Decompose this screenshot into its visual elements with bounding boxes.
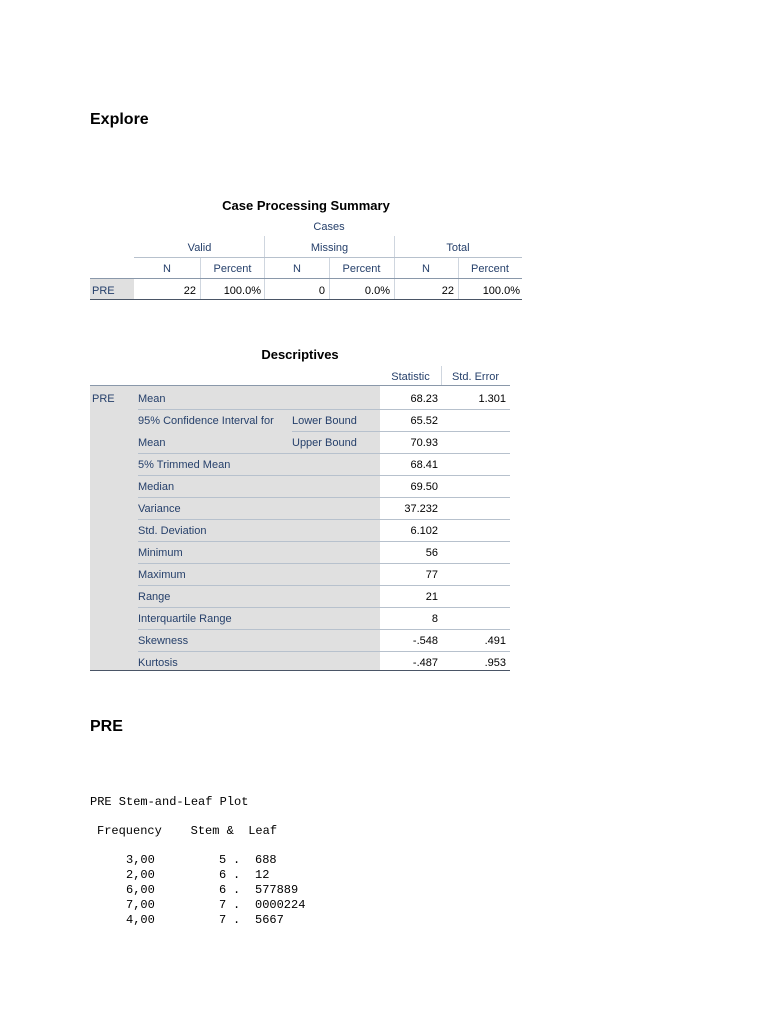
descriptives-statistic: 77 <box>425 569 438 581</box>
descriptives-statistic: 65.52 <box>410 415 438 427</box>
stem-leaf-frequency: 3,00 <box>126 853 155 867</box>
descriptives-row-divider <box>138 453 510 454</box>
missing-header: Missing <box>310 242 349 254</box>
stem-leaf-leaf: 688 <box>255 853 277 867</box>
stem-leaf-leaf: 0000224 <box>255 898 306 912</box>
total-header: Total <box>446 242 470 254</box>
stem-leaf-stem: 5 <box>219 853 227 867</box>
missing-n-header: N <box>293 263 301 275</box>
descriptives-row-label: Kurtosis <box>138 657 178 669</box>
descriptives-row-divider <box>138 541 510 542</box>
ci-sub-divider <box>292 431 510 432</box>
stem-leaf-frequency: 2,00 <box>126 868 155 882</box>
stem-leaf-leaf: 5667 <box>255 913 284 927</box>
descriptives-row-label: Median <box>138 481 175 493</box>
stem-leaf-frequency: 4,00 <box>126 913 155 927</box>
descriptives-row-label: Skewness <box>138 635 189 647</box>
stem-leaf-separator: . <box>233 913 241 927</box>
stem-leaf-frequency: 7,00 <box>126 898 155 912</box>
valid-n-header: N <box>163 263 171 275</box>
descriptives-row-label: Std. Deviation <box>138 525 207 537</box>
descriptives-statistic: 8 <box>431 613 438 625</box>
std-error-header: Std. Error <box>451 371 500 383</box>
descriptives-row-label: 5% Trimmed Mean <box>138 459 231 471</box>
descriptives-row-divider <box>138 651 510 652</box>
descriptives-row-divider <box>138 519 510 520</box>
descriptives-row-sublabel: Lower Bound <box>292 415 357 427</box>
descriptives-statistic: 69.50 <box>410 481 438 493</box>
total-n-value: 22 <box>441 285 454 297</box>
stem-leaf-separator: . <box>233 883 241 897</box>
valid-percent-value: 100.0% <box>223 285 261 297</box>
descriptives-row-divider <box>138 629 510 630</box>
descriptives-row-label: Minimum <box>138 547 183 559</box>
descriptives-row-sublabel: Upper Bound <box>292 437 357 449</box>
descriptives-statistic: -.487 <box>412 657 438 669</box>
descriptives-row-divider <box>138 607 510 608</box>
descriptives-var-label: PRE <box>92 393 115 405</box>
descriptives-row-label: Mean <box>138 393 166 405</box>
descriptives-row-divider <box>138 409 510 410</box>
stem-leaf-stem: 7 <box>219 913 227 927</box>
stem-leaf-title: PRE Stem-and-Leaf Plot <box>90 795 249 809</box>
case-summary-title: Case Processing Summary <box>222 198 390 213</box>
descriptives-std-error: .953 <box>484 657 506 669</box>
stem-leaf-header: Frequency Stem & Leaf <box>97 824 278 838</box>
descriptives-statistic: 21 <box>425 591 438 603</box>
explore-heading: Explore <box>90 111 149 128</box>
stem-leaf-separator: . <box>233 868 241 882</box>
statistic-header: Statistic <box>391 371 430 383</box>
total-n-header: N <box>422 263 430 275</box>
descriptives-statistic: 68.23 <box>410 393 438 405</box>
descriptives-row-divider <box>138 563 510 564</box>
stem-leaf-leaf: 577889 <box>255 883 299 897</box>
descriptives-row-label: Variance <box>138 503 181 515</box>
missing-percent-value: 0.0% <box>364 285 390 297</box>
descriptives-std-error: .491 <box>484 635 506 647</box>
descriptives-std-error: 1.301 <box>478 393 506 405</box>
stem-leaf-stem: 6 <box>219 868 227 882</box>
valid-n-value: 22 <box>183 285 196 297</box>
descriptives-title: Descriptives <box>261 347 339 362</box>
stem-leaf-stem: 7 <box>219 898 227 912</box>
descriptives-statistic: 68.41 <box>410 459 438 471</box>
valid-header: Valid <box>187 242 212 254</box>
stem-leaf-leaf: 12 <box>255 868 270 882</box>
missing-n-value: 0 <box>318 285 325 297</box>
descriptives-statistic: 37.232 <box>404 503 438 515</box>
stem-leaf-frequency: 6,00 <box>126 883 155 897</box>
descriptives-row-label: Maximum <box>138 569 186 581</box>
descriptives-row-label: Interquartile Range <box>138 613 232 625</box>
case-row-label: PRE <box>92 285 115 297</box>
descriptives-statistic: 6.102 <box>410 525 438 537</box>
pre-heading: PRE <box>90 718 123 735</box>
descriptives-row-label: Range <box>138 591 171 603</box>
stem-leaf-stem: 6 <box>219 883 227 897</box>
descriptives-row-label: 95% Confidence Interval for <box>138 415 274 427</box>
missing-percent-header: Percent <box>342 263 381 275</box>
descriptives-row-label: Mean <box>138 437 166 449</box>
descriptives-statistic: 70.93 <box>410 437 438 449</box>
descriptives-row-divider <box>138 497 510 498</box>
stem-leaf-separator: . <box>233 898 241 912</box>
cases-header: Cases <box>313 221 345 233</box>
total-percent-value: 100.0% <box>482 285 520 297</box>
valid-percent-header: Percent <box>213 263 252 275</box>
descriptives-statistic: -.548 <box>412 635 438 647</box>
total-percent-header: Percent <box>471 263 509 275</box>
descriptives-statistic: 56 <box>425 547 438 559</box>
descriptives-row-divider <box>138 585 510 586</box>
descriptives-row-divider <box>138 475 510 476</box>
stem-leaf-separator: . <box>233 853 241 867</box>
